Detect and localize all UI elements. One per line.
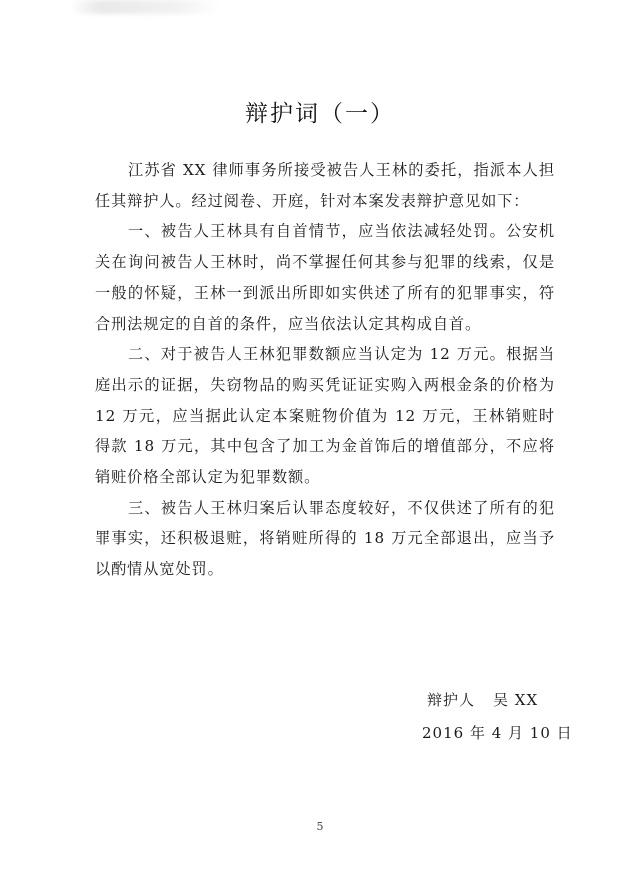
scan-artifact — [70, 0, 220, 14]
paragraph-point-2: 二、对于被告人王林犯罪数额应当认定为 12 万元。根据当庭出示的证据，失窃物品的购买凭证证实购入两根金条的价格为 12 万元，应当据此认定本案赃物价值为 12 万元，王林销赃时得款 18 万元，其中包含了加工为金首饰后的增值部分，不应将销赃价格全部认定为犯罪数额。 — [95, 345, 555, 487]
signature-role: 辩护人 — [427, 691, 476, 709]
paragraph-intro: 江苏省 XX 律师事务所接受被告人王林的委托，指派本人担任其辩护人。经过阅卷、开庭，针对本案发表辩护意见如下： — [95, 161, 555, 210]
document-title: 辩护词（一） — [245, 101, 395, 127]
signature-line — [427, 689, 538, 710]
page-number: 5 — [316, 820, 324, 833]
paragraph-point-3: 三、被告人王林归案后认罪态度较好，不仅供述了所有的犯罪事实，还积极退赃，将销赃所得的 18 万元全部退出，应当予以酌情从宽处罚。 — [95, 498, 555, 579]
signature-date: 2016 年 4 月 10 日 — [422, 724, 573, 742]
signature-name: 吴 XX — [493, 691, 539, 709]
document-body — [95, 155, 555, 585]
paragraph-point-1: 一、被告人王林具有自首情节，应当依法减轻处罚。公安机关在询问被告人王林时，尚不掌握任何其参与犯罪的线索，仅是一般的怀疑，王林一到派出所即如实供述了所有的犯罪事实，符合刑法规定的自首的条件，应当依法认定其构成自首。 — [95, 222, 555, 333]
